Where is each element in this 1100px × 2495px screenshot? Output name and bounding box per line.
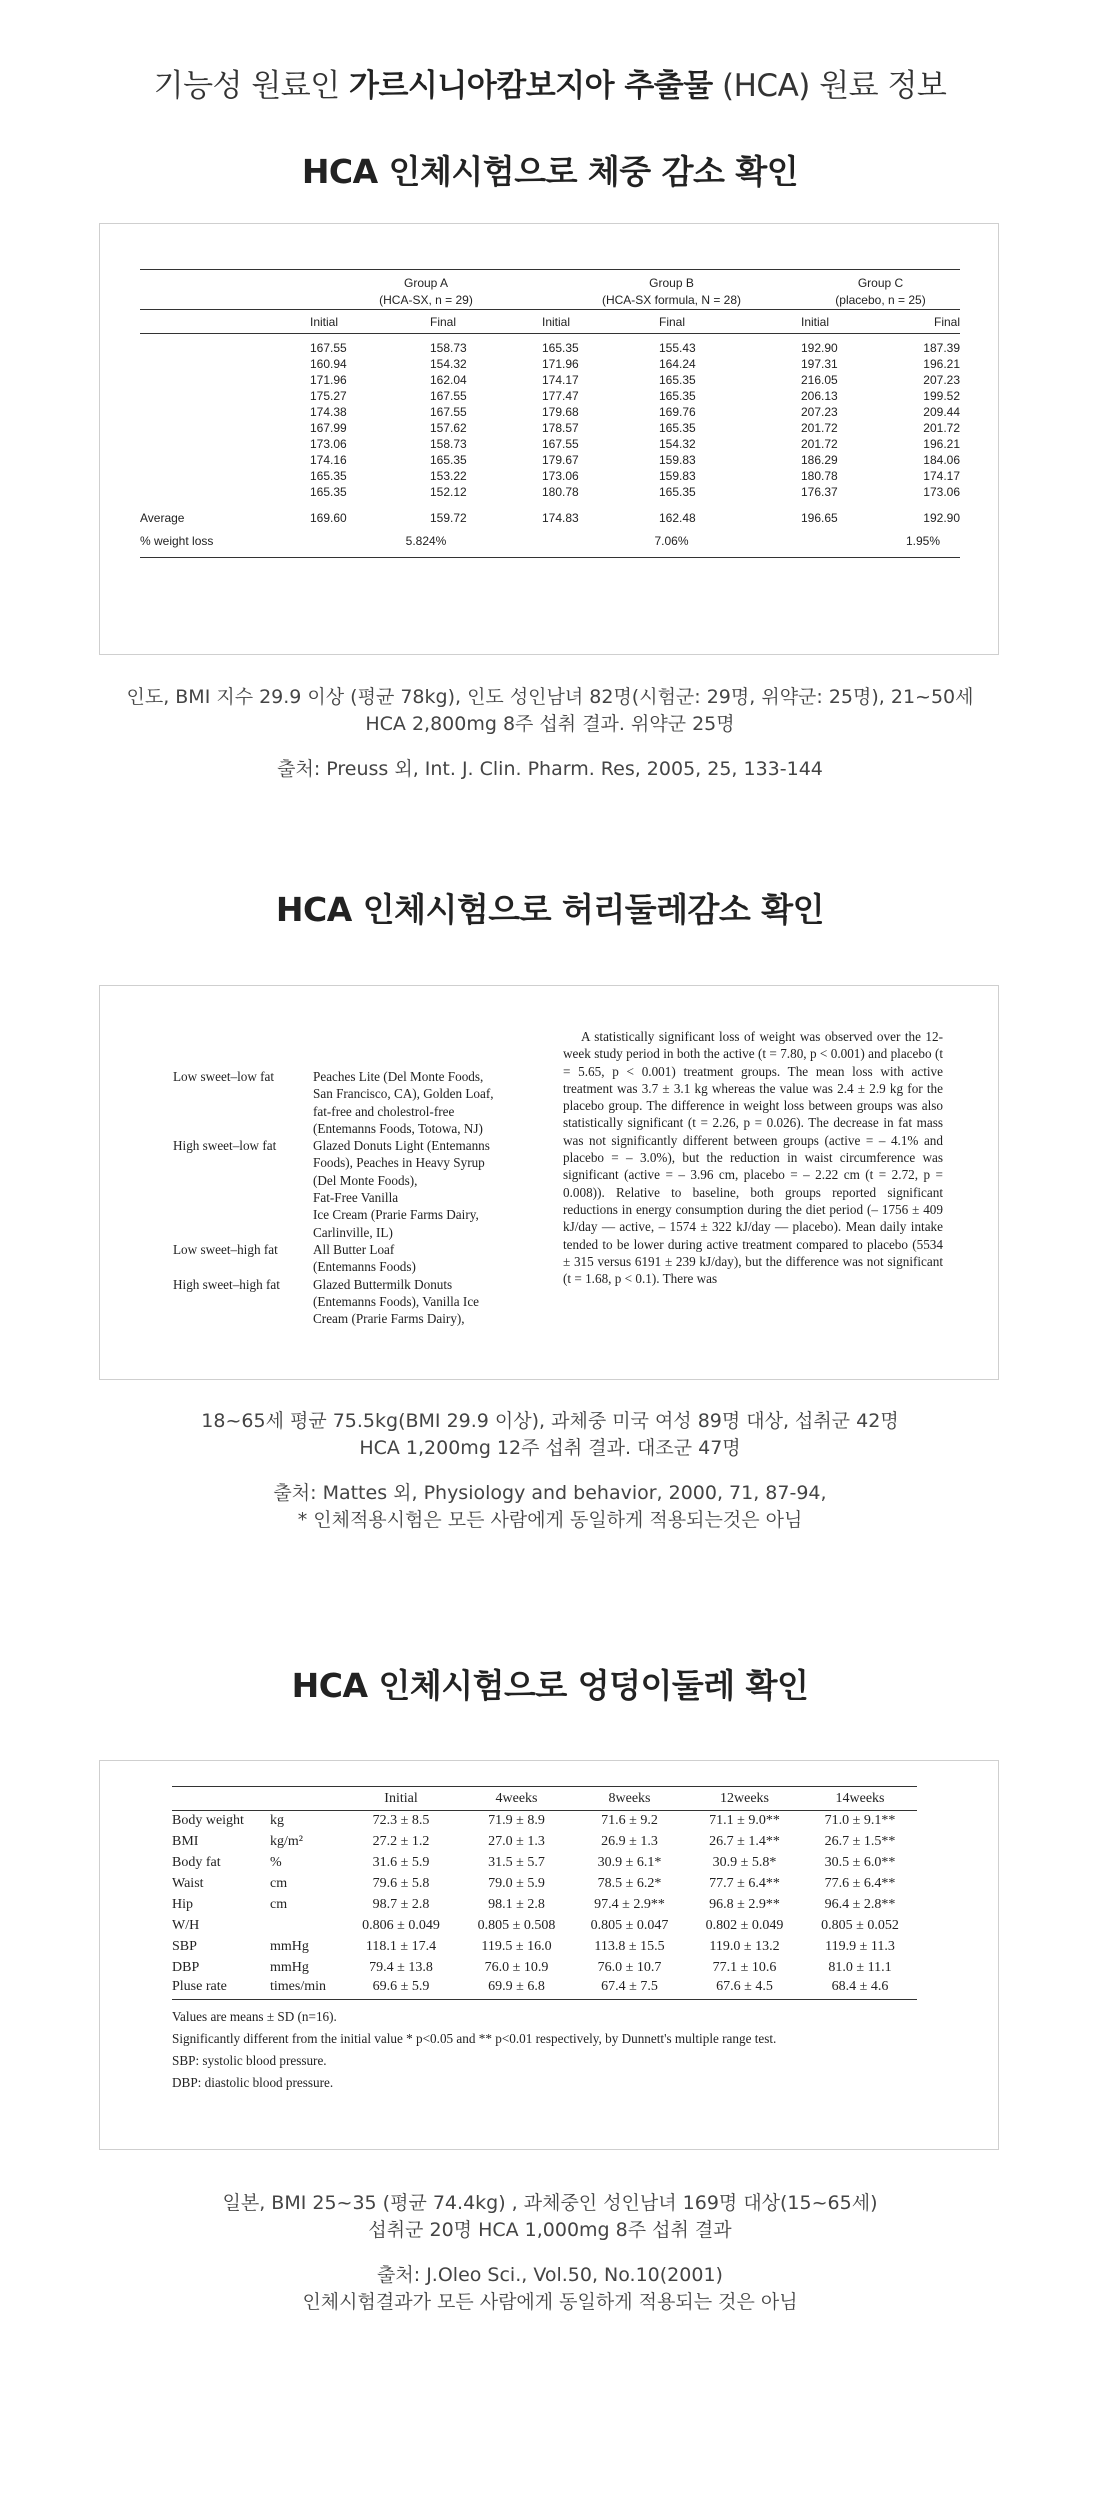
weight-cell: 167.55 — [430, 404, 467, 419]
weight-cell: 158.73 — [430, 340, 467, 355]
weight-cell: 154.32 — [430, 356, 467, 371]
measure-value: 113.8 ± 15.5 — [594, 1939, 665, 1954]
measure-unit: kg/m² — [270, 1834, 303, 1849]
weight-cell: 209.44 — [923, 404, 960, 419]
weight-cell: 199.52 — [923, 388, 960, 403]
measure-value: 30.9 ± 6.1* — [597, 1855, 662, 1870]
food-item-line: Foods), Peaches in Heavy Syrup — [313, 1155, 485, 1171]
weight-cell: 165.35 — [659, 484, 696, 499]
weight-cell: 186.29 — [801, 452, 838, 467]
section2-title: HCA 인체시험으로 허리둘레감소 확인 — [275, 890, 825, 929]
measure-label: SBP — [172, 1939, 197, 1954]
food-item-line: (Del Monte Foods), — [313, 1172, 418, 1188]
food-items — [313, 1276, 518, 1328]
measure-value: 79.0 ± 5.9 — [488, 1876, 545, 1891]
weight-cell: 216.05 — [801, 372, 838, 387]
measure-value: 0.805 ± 0.047 — [590, 1918, 669, 1933]
measure-unit: mmHg — [270, 1939, 309, 1954]
weight-row — [140, 468, 960, 484]
measure-value: 69.9 ± 6.8 — [460, 1979, 573, 2000]
weight-cell: 174.38 — [310, 404, 347, 419]
weight-cell: 171.96 — [542, 356, 579, 371]
measure-label: Hip — [172, 1897, 193, 1912]
food-item-line: Glazed Donuts Light (Entemanns — [313, 1138, 490, 1154]
weight-row — [140, 452, 960, 468]
weight-cell: 207.23 — [801, 404, 838, 419]
weight-cell: 152.12 — [430, 484, 467, 499]
measure-row — [172, 1811, 917, 1832]
food-item-line: Glazed Buttermilk Donuts — [313, 1276, 453, 1292]
measure-value: 77.6 ± 6.4** — [824, 1876, 896, 1891]
weight-table-box — [99, 223, 999, 655]
weight-cell: 153.22 — [430, 468, 467, 483]
weight-table — [140, 269, 960, 558]
weight-cell: 206.13 — [801, 388, 838, 403]
measure-value: 71.9 ± 8.9 — [488, 1813, 545, 1829]
food-item-line: Peaches Lite (Del Monte Foods, — [313, 1069, 484, 1084]
weight-cell: 165.35 — [310, 484, 347, 499]
weight-cell: 165.35 — [659, 372, 696, 387]
weight-cell: 196.21 — [923, 436, 960, 451]
hip-table-box — [99, 1760, 999, 2150]
food-category: High sweet–low fat — [173, 1138, 277, 1154]
measure-value: 71.0 ± 9.1** — [824, 1813, 896, 1829]
weight-cell: 179.68 — [542, 404, 579, 419]
table-note: SBP: systolic blood pressure. — [172, 2053, 327, 2068]
measure-value: 26.7 ± 1.5** — [824, 1834, 896, 1849]
group-c-header: Group C (placebo, n = 25) — [801, 270, 960, 310]
measure-row — [172, 1958, 917, 1979]
measure-value: 96.8 ± 2.9** — [709, 1897, 780, 1912]
weight-cell: 167.55 — [310, 340, 347, 355]
measure-value: 71.6 ± 9.2 — [601, 1813, 658, 1829]
weight-cell: 167.55 — [542, 436, 579, 451]
page-header — [0, 60, 1100, 105]
weight-row — [140, 436, 960, 452]
weight-cell: 169.76 — [659, 404, 696, 419]
food-category-row — [173, 1276, 573, 1328]
weight-cell: 154.32 — [659, 436, 696, 451]
measure-value: 97.4 ± 2.9** — [594, 1897, 665, 1912]
food-category-row — [173, 1137, 573, 1241]
measure-value: 27.2 ± 1.2 — [372, 1834, 430, 1849]
average-row: Average 169.60 159.72 174.83 162.48 196.65 192.90 — [140, 510, 960, 525]
hip-table-header: Initial 4weeks 8weeks 12weeks 14weeks — [172, 1787, 917, 1811]
measure-value: 78.5 ± 6.2* — [597, 1876, 662, 1891]
weight-cell: 178.57 — [542, 420, 579, 435]
weight-cell: 197.31 — [801, 356, 838, 371]
food-item-line: fat-free and cholestrol-free — [313, 1103, 455, 1119]
section1-title: HCA 인체시험으로 체중 감소 확인 — [301, 152, 799, 191]
weight-cell: 174.17 — [542, 372, 579, 387]
weight-cell: 173.06 — [923, 484, 960, 499]
weight-cell: 164.24 — [659, 356, 696, 371]
weight-cell: 207.23 — [923, 372, 960, 387]
food-item-line: San Francisco, CA), Golden Loaf, — [313, 1086, 494, 1102]
measure-unit: cm — [270, 1876, 288, 1891]
food-item-line: Carlinville, IL) — [313, 1224, 393, 1240]
weight-cell: 201.72 — [801, 420, 838, 435]
weight-cell: 173.06 — [542, 468, 579, 483]
food-category: High sweet–high fat — [173, 1276, 280, 1292]
measure-value: 98.7 ± 2.8 — [372, 1897, 430, 1912]
measure-value: 72.3 ± 8.5 — [372, 1813, 430, 1829]
measure-value: 119.9 ± 11.3 — [825, 1939, 895, 1954]
header-suffix: (HCA) 원료 정보 — [712, 68, 947, 104]
measure-value: 98.1 ± 2.8 — [488, 1897, 545, 1912]
food-item-line: All Butter Loaf — [313, 1241, 395, 1257]
weight-cell: 187.39 — [923, 340, 960, 355]
measure-label: W/H — [172, 1918, 200, 1933]
weight-row — [140, 340, 960, 356]
measure-unit: % — [270, 1855, 282, 1870]
weight-cell: 171.96 — [310, 372, 347, 387]
food-category: Low sweet–high fat — [173, 1241, 278, 1257]
weight-cell: 165.35 — [430, 452, 467, 467]
measure-value: 31.5 ± 5.7 — [488, 1855, 545, 1870]
food-category-row — [173, 1241, 573, 1276]
measure-value: 27.0 ± 1.3 — [488, 1834, 545, 1849]
hip-table — [172, 1786, 917, 2094]
weight-cell: 175.27 — [310, 388, 347, 403]
measure-label: DBP — [172, 1960, 200, 1975]
section2-source: 출처: Mattes 외, Physiology and behavior, 2000, 71, 87-94, — [273, 1482, 827, 1504]
weight-cell: 184.06 — [923, 452, 960, 467]
header-prefix: 기능성 원료인 — [153, 68, 350, 104]
weight-row — [140, 484, 960, 500]
measure-label: Body fat — [172, 1855, 221, 1870]
section3-caption: 일본, BMI 25~35 (평균 74.4kg) , 과체중인 성인남녀 169명 대상(15~65세) 섭취군 20명 HCA 1,000mg 8주 섭취 결과 출처: J.Oleo Sci., Vol.50, No.10(2001) 인체시험결과가 모든 사람에게 동일하게 적용되는 것은 아님 — [0, 2190, 1100, 2316]
measure-value: 0.802 ± 0.049 — [705, 1918, 784, 1933]
food-item-line: Ice Cream (Prarie Farms Dairy, — [313, 1207, 479, 1223]
food-items — [313, 1068, 518, 1137]
measure-value: 71.1 ± 9.0** — [709, 1813, 780, 1829]
measure-value: 26.9 ± 1.3 — [601, 1834, 658, 1849]
waist-study-box — [99, 985, 999, 1380]
section2-caption: 18~65세 평균 75.5kg(BMI 29.9 이상), 과체중 미국 여성 89명 대상, 섭취군 42명 HCA 1,200mg 12주 섭취 결과. 대조군 47명 출처: Mattes 외, Physiology and behavior, 2000, 71, 87-94, * 인체적용시험은 모든 사람에게 동일하게 적용되는것은 아님 — [0, 1408, 1100, 1534]
weight-cell: 177.47 — [542, 388, 579, 403]
weight-cell: 165.35 — [542, 340, 579, 355]
table-note: Significantly different from the initial value * p<0.05 and ** p<0.01 respectively, by Dunnett's multiple range test. — [172, 2031, 777, 2046]
section1-caption: 인도, BMI 지수 29.9 이상 (평균 78kg), 인도 성인남녀 82명(시험군: 29명, 위약군: 25명), 21~50세 HCA 2,800mg 8주 섭취 결과. 위약군 25명 출처: Preuss 외, Int. J. Clin. Pharm. Res, 2005, 25, 133-144 — [0, 684, 1100, 783]
measure-row — [172, 1937, 917, 1958]
measure-value: 0.805 ± 0.052 — [821, 1918, 899, 1933]
measure-value: 30.5 ± 6.0** — [824, 1855, 896, 1870]
weight-cell: 201.72 — [923, 420, 960, 435]
measure-label: Pluse rate — [172, 1979, 270, 2000]
measure-unit: cm — [270, 1897, 288, 1912]
group-b-header: Group B (HCA-SX formula, N = 28) — [542, 270, 801, 310]
weight-cell: 176.37 — [801, 484, 838, 499]
weight-cell: 157.62 — [430, 420, 467, 435]
food-item-line: (Entemanns Foods), Vanilla Ice — [313, 1293, 480, 1309]
food-category: Low sweet–low fat — [173, 1069, 275, 1084]
weight-cell: 196.21 — [923, 356, 960, 371]
measure-row — [172, 1979, 917, 2000]
weight-cell: 155.43 — [659, 340, 696, 355]
food-item-line: (Entemanns Foods, Totowa, NJ) — [313, 1120, 483, 1136]
weight-cell: 180.78 — [801, 468, 838, 483]
section1-source: 출처: Preuss 외, Int. J. Clin. Pharm. Res, 2005, 25, 133-144 — [277, 758, 823, 780]
measure-value: 26.7 ± 1.4** — [709, 1834, 780, 1849]
table-note: Values are means ± SD (n=16). — [172, 2009, 337, 2024]
weight-cell: 201.72 — [801, 436, 838, 451]
weight-cell: 174.16 — [310, 452, 347, 467]
weight-cell: 167.55 — [430, 388, 467, 403]
study-paragraph: A statistically significant loss of weight was observed over the 12-week study period in both the active (t = 7.80, p < 0.001) and placebo (t = 5.65, p < 0.001) treatment groups. The mean loss with active treatment was 3.7 ± 3.1 kg whereas the value was 2.4 ± 2.9 kg for the placebo group. The difference in weight loss between groups was also statistically significant (t = 2.26, p = 0.026). The decrease in fat mass was not significantly different between groups (active = – 4.1% and placebo = – 3.0%), but the reduction in waist circumference was significant (active = – 3.96 cm, placebo = – 2.22 cm (t = 2.72, p = 0.008)). Relative to baseline, both groups reported significant reductions in energy consumption during the diet period (– 1756 ± 409 kJ/day — active, – 1574 ± 322 kJ/day — placebo). Mean daily intake tended to be lower during active treatment compared to placebo (5534 ± 315 versus 6191 ± 239 kJ/day), but the difference was not significant (t = 1.68, p < 0.1). There was — [563, 1029, 943, 1287]
weight-cell: 192.90 — [801, 340, 838, 355]
weight-row — [140, 356, 960, 372]
weight-row — [140, 404, 960, 420]
weight-cell: 167.99 — [310, 420, 347, 435]
group-a-header: Group A (HCA-SX, n = 29) — [310, 270, 542, 310]
measure-value: 0.806 ± 0.049 — [362, 1918, 440, 1933]
food-category-row — [173, 1068, 573, 1137]
measure-value: 0.805 ± 0.508 — [477, 1918, 556, 1933]
measure-unit: times/min — [270, 1979, 342, 2000]
measure-value: 30.9 ± 5.8* — [712, 1855, 777, 1870]
measure-value: 79.4 ± 13.8 — [369, 1960, 433, 1975]
weight-cell: 165.35 — [310, 468, 347, 483]
measure-unit — [270, 1916, 342, 1937]
food-list — [173, 1068, 573, 1327]
food-items — [313, 1241, 518, 1276]
measure-unit: mmHg — [270, 1960, 309, 1975]
section3-note: 인체시험결과가 모든 사람에게 동일하게 적용되는 것은 아님 — [302, 2291, 798, 2313]
measure-value: 118.1 ± 17.4 — [365, 1939, 437, 1954]
section3-source: 출처: J.Oleo Sci., Vol.50, No.10(2001) — [377, 2264, 723, 2286]
weight-cell: 165.35 — [659, 420, 696, 435]
measure-value: 77.1 ± 10.6 — [712, 1960, 777, 1975]
food-item-line: (Entemanns Foods) — [313, 1259, 416, 1275]
section2-note: * 인체적용시험은 모든 사람에게 동일하게 적용되는것은 아님 — [297, 1509, 803, 1531]
measure-value: 31.6 ± 5.9 — [372, 1855, 430, 1870]
measure-unit: kg — [270, 1813, 284, 1829]
measure-row — [172, 1916, 917, 1937]
hip-table-notes — [172, 2006, 917, 2094]
measure-value: 119.0 ± 13.2 — [709, 1939, 780, 1954]
measure-row — [172, 1874, 917, 1895]
measure-label: Waist — [172, 1876, 204, 1891]
weight-row — [140, 388, 960, 404]
measure-row — [172, 1853, 917, 1874]
header-ingredient: 가르시니아캄보지아 추출물 — [349, 68, 713, 104]
weight-cell: 180.78 — [542, 484, 579, 499]
measure-value: 68.4 ± 4.6 — [803, 1979, 917, 2000]
weight-cell: 159.83 — [659, 452, 696, 467]
weight-cell: 162.04 — [430, 372, 467, 387]
weight-cell: 160.94 — [310, 356, 347, 371]
measure-label: Body weight — [172, 1813, 244, 1829]
weight-row — [140, 372, 960, 388]
weight-subheader-row: Initial Final Initial Final Initial Final — [310, 314, 960, 329]
food-item-line: Fat-Free Vanilla — [313, 1190, 399, 1206]
weight-cell: 179.67 — [542, 452, 579, 467]
measure-value: 79.6 ± 5.8 — [372, 1876, 430, 1891]
weight-cell: 165.35 — [659, 388, 696, 403]
weight-cell: 174.17 — [923, 468, 960, 483]
measure-value: 81.0 ± 11.1 — [828, 1960, 892, 1975]
weight-cell: 173.06 — [310, 436, 347, 451]
measure-row — [172, 1895, 917, 1916]
section3-title: HCA 인체시험으로 엉덩이둘레 확인 — [291, 1666, 809, 1705]
measure-value: 77.7 ± 6.4** — [709, 1876, 780, 1891]
measure-value: 76.0 ± 10.9 — [484, 1960, 549, 1975]
weight-cell: 158.73 — [430, 436, 467, 451]
measure-value: 67.6 ± 4.5 — [686, 1979, 803, 2000]
measure-value: 119.5 ± 16.0 — [481, 1939, 552, 1954]
measure-value: 76.0 ± 10.7 — [597, 1960, 662, 1975]
weight-loss-row: % weight loss 5.824% 7.06% 1.95% — [140, 534, 960, 558]
measure-label: BMI — [172, 1834, 199, 1849]
food-items — [313, 1137, 518, 1241]
measure-row — [172, 1832, 917, 1853]
food-item-line: Cream (Prarie Farms Dairy), — [313, 1311, 465, 1327]
table-note: DBP: diastolic blood pressure. — [172, 2075, 334, 2090]
weight-row — [140, 420, 960, 436]
weight-cell: 159.83 — [659, 468, 696, 483]
measure-value: 67.4 ± 7.5 — [573, 1979, 686, 2000]
measure-value: 69.6 ± 5.9 — [342, 1979, 460, 2000]
measure-value: 96.4 ± 2.8** — [824, 1897, 896, 1912]
